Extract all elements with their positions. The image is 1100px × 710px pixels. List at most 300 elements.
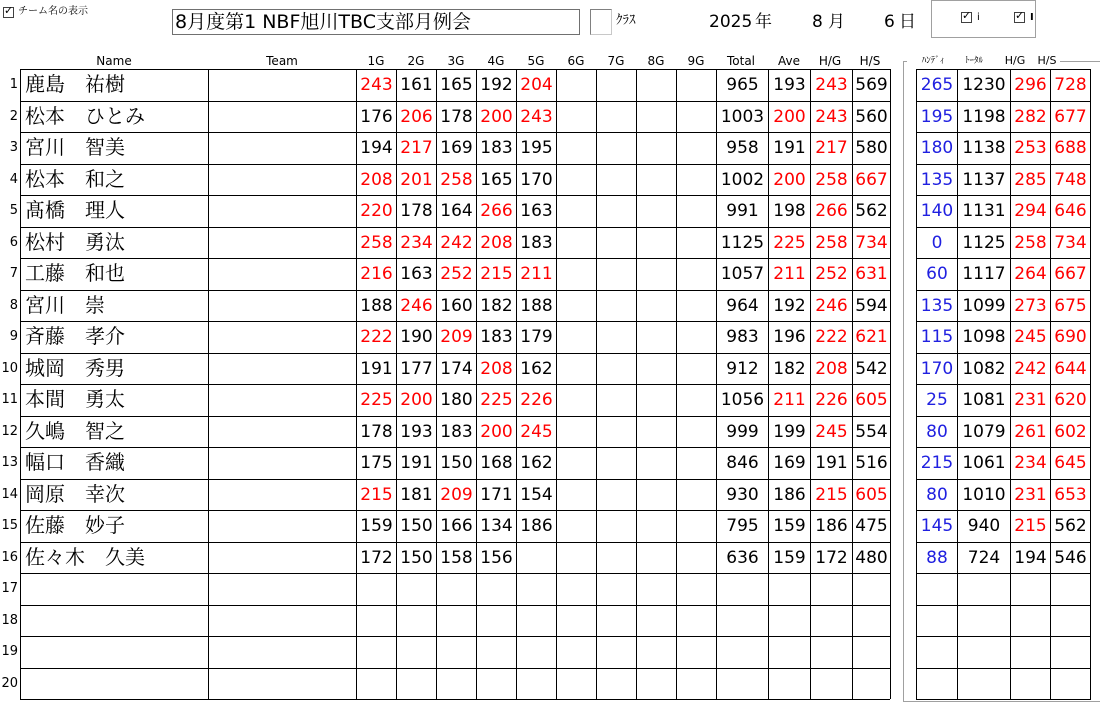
high-game-cell[interactable]: 215	[815, 485, 848, 505]
high-series-cell[interactable]: 631	[855, 264, 888, 284]
high-game-cell[interactable]: 245	[815, 422, 848, 442]
grand-total-cell[interactable]: 1125	[962, 233, 1006, 253]
grid-col-line	[636, 69, 637, 699]
high-game-cell[interactable]: 217	[815, 138, 848, 158]
average-cell[interactable]: 159	[773, 516, 806, 536]
grand-total-cell[interactable]: 1131	[962, 201, 1006, 221]
grand-total-cell[interactable]: 1137	[962, 170, 1006, 190]
event-title-field[interactable]: 8月度第1 NBF旭川TBC支部月例会	[172, 9, 580, 35]
handicap-high-game-cell[interactable]: 231	[1014, 390, 1047, 410]
row-number: 19	[1, 644, 18, 659]
player-name-cell[interactable]: 工藤 和也	[25, 261, 125, 285]
handicap-high-game-cell[interactable]: 285	[1014, 170, 1047, 190]
average-cell[interactable]: 211	[773, 264, 806, 284]
grid-row-line	[20, 605, 890, 606]
handicap-cell[interactable]: 80	[926, 422, 948, 442]
handicap-high-game-cell[interactable]: 194	[1014, 548, 1047, 568]
grid-row-line	[20, 542, 890, 543]
game-score-cell[interactable]: 225	[360, 390, 393, 410]
row-number: 20	[1, 676, 18, 691]
game-score-cell[interactable]: 183	[440, 422, 473, 442]
row-number: 13	[1, 455, 18, 470]
player-name-cell[interactable]: 宮川 崇	[25, 293, 105, 317]
grand-total-cell[interactable]: 940	[967, 516, 1001, 536]
grid-col-line	[916, 69, 917, 699]
player-name-cell[interactable]: 久嶋 智之	[25, 419, 125, 443]
game-score-cell[interactable]: 192	[480, 75, 513, 95]
handicap-high-game-cell[interactable]: 258	[1014, 233, 1047, 253]
game-score-cell[interactable]: 171	[480, 485, 513, 505]
row-number: 14	[1, 487, 18, 502]
game-score-cell[interactable]: 178	[440, 107, 473, 127]
game-score-cell[interactable]: 209	[440, 327, 473, 347]
game-score-cell[interactable]: 201	[400, 170, 433, 190]
game-score-cell[interactable]: 217	[400, 138, 433, 158]
game-score-cell[interactable]: 177	[400, 359, 433, 379]
game-score-cell[interactable]: 243	[520, 107, 553, 127]
game-score-cell[interactable]: 182	[480, 296, 513, 316]
game-score-cell[interactable]: 156	[480, 548, 513, 568]
player-name-cell[interactable]: 幅口 香織	[25, 450, 125, 474]
player-name-cell[interactable]: 松本 ひとみ	[25, 104, 145, 128]
game-score-cell[interactable]: 183	[520, 233, 553, 253]
high-series-cell[interactable]: 475	[855, 516, 888, 536]
grid-row-line	[20, 321, 890, 322]
grid-row-line	[916, 636, 1091, 637]
header-game-3: 3G	[447, 54, 465, 68]
header-game-4: 4G	[487, 54, 505, 68]
grid-col-line	[208, 69, 209, 699]
grid-row-line	[20, 636, 890, 637]
grid-row-line	[916, 605, 1091, 606]
option2-checkbox[interactable]	[1014, 9, 1025, 23]
player-name-cell[interactable]: 城岡 秀男	[25, 356, 125, 380]
grid-row-line	[20, 101, 890, 102]
show-team-checkbox[interactable]	[3, 4, 14, 18]
game-score-cell[interactable]: 183	[480, 138, 513, 158]
average-cell[interactable]: 169	[773, 453, 806, 473]
game-score-cell[interactable]: 188	[360, 296, 393, 316]
player-name-cell[interactable]: 佐々木 久美	[25, 545, 145, 569]
handicap-high-series-cell[interactable]: 562	[1054, 516, 1087, 536]
average-cell[interactable]: 211	[773, 390, 806, 410]
handicap-cell[interactable]: 25	[926, 390, 948, 410]
high-game-cell[interactable]: 191	[815, 453, 848, 473]
game-score-cell[interactable]: 208	[480, 359, 513, 379]
grid-row-line	[20, 384, 890, 385]
grand-total-cell[interactable]: 1230	[962, 75, 1006, 95]
handicap-high-series-cell[interactable]: 620	[1054, 390, 1087, 410]
handicap-cell[interactable]: 115	[920, 327, 954, 347]
game-score-cell[interactable]: 150	[400, 516, 433, 536]
grid-row-line	[20, 195, 890, 196]
game-score-cell[interactable]: 216	[360, 264, 393, 284]
header-handicap: ﾊﾝﾃﾞｨ	[921, 56, 945, 66]
game-score-cell[interactable]: 158	[440, 548, 473, 568]
high-game-cell[interactable]: 258	[815, 233, 848, 253]
month-unit: 月	[828, 12, 845, 32]
total-cell[interactable]: 1002	[720, 170, 765, 190]
grid-row-line	[916, 573, 1091, 574]
player-name-cell[interactable]: 岡原 幸次	[25, 482, 125, 506]
high-series-cell[interactable]: 594	[855, 296, 888, 316]
total-cell[interactable]: 1125	[720, 233, 765, 253]
game-score-cell[interactable]: 226	[520, 390, 553, 410]
game-score-cell[interactable]: 166	[440, 516, 473, 536]
header-ave: Ave	[778, 54, 800, 68]
handicap-cell[interactable]: 265	[920, 75, 954, 95]
game-score-cell[interactable]: 200	[480, 107, 513, 127]
total-cell[interactable]: 958	[726, 138, 759, 158]
game-score-cell[interactable]: 162	[520, 453, 553, 473]
game-score-cell[interactable]: 191	[400, 453, 433, 473]
total-cell[interactable]: 991	[726, 201, 759, 221]
handicap-cell[interactable]: 215	[920, 453, 954, 473]
game-score-cell[interactable]: 172	[360, 548, 393, 568]
high-series-cell[interactable]: 562	[855, 201, 888, 221]
average-cell[interactable]: 192	[773, 296, 806, 316]
handicap-high-series-cell[interactable]: 688	[1054, 138, 1087, 158]
header-total: Total	[726, 54, 756, 68]
row-number: 6	[9, 235, 18, 250]
game-score-cell[interactable]: 258	[360, 233, 393, 253]
game-score-cell[interactable]: 163	[520, 201, 553, 221]
game-score-cell[interactable]: 194	[360, 138, 393, 158]
game-score-cell[interactable]: 180	[440, 390, 473, 410]
grid-col-line	[676, 69, 677, 699]
grand-total-cell[interactable]: 1082	[962, 359, 1006, 379]
game-score-cell[interactable]: 206	[400, 107, 433, 127]
game-score-cell[interactable]: 200	[480, 422, 513, 442]
row-number: 12	[1, 424, 18, 439]
handicap-high-series-cell[interactable]: 677	[1054, 107, 1087, 127]
game-score-cell[interactable]: 266	[480, 201, 513, 221]
total-cell[interactable]: 965	[726, 75, 759, 95]
game-score-cell[interactable]: 208	[360, 170, 393, 190]
high-game-cell[interactable]: 243	[815, 107, 848, 127]
row-number: 2	[9, 109, 18, 124]
class-checkbox[interactable]	[590, 9, 612, 35]
handicap-cell[interactable]: 140	[920, 201, 954, 221]
grand-total-cell[interactable]: 1198	[962, 107, 1006, 127]
handicap-high-series-cell[interactable]: 644	[1054, 359, 1087, 379]
handicap-high-series-cell[interactable]: 728	[1054, 75, 1087, 95]
month-value[interactable]: 8	[812, 12, 823, 32]
handicap-high-series-cell[interactable]: 645	[1054, 453, 1087, 473]
handicap-cell[interactable]: 170	[920, 359, 954, 379]
average-cell[interactable]: 159	[773, 548, 806, 568]
grid-col-line	[957, 69, 958, 699]
high-game-cell[interactable]: 222	[815, 327, 848, 347]
game-score-cell[interactable]: 242	[440, 233, 473, 253]
handicap-high-game-cell[interactable]: 253	[1014, 138, 1047, 158]
header-game-1: 1G	[367, 54, 385, 68]
game-score-cell[interactable]: 154	[520, 485, 553, 505]
game-score-cell[interactable]: 225	[480, 390, 513, 410]
year-value[interactable]: 2025	[709, 12, 753, 32]
grid-col-line	[356, 69, 357, 699]
grand-total-cell[interactable]: 1138	[962, 138, 1006, 158]
handicap-high-game-cell[interactable]: 296	[1014, 75, 1047, 95]
high-series-cell[interactable]: 560	[855, 107, 888, 127]
option1-label: i	[977, 12, 980, 23]
header-hg2: H/G	[1004, 54, 1026, 67]
game-score-cell[interactable]: 215	[480, 264, 513, 284]
game-score-cell[interactable]: 246	[400, 296, 433, 316]
handicap-high-game-cell[interactable]: 294	[1014, 201, 1047, 221]
average-cell[interactable]: 186	[773, 485, 806, 505]
game-score-cell[interactable]: 169	[440, 138, 473, 158]
row-number: 9	[9, 329, 18, 344]
handicap-high-game-cell[interactable]: 264	[1014, 264, 1047, 284]
row-number: 18	[1, 613, 18, 628]
average-cell[interactable]: 182	[773, 359, 806, 379]
game-score-cell[interactable]: 190	[400, 327, 433, 347]
grid-col-line	[20, 69, 21, 699]
handicap-high-series-cell[interactable]: 734	[1054, 233, 1087, 253]
grand-total-cell[interactable]: 1061	[962, 453, 1006, 473]
game-score-cell[interactable]: 258	[440, 170, 473, 190]
checkmark-icon: ✓	[962, 9, 972, 22]
high-series-cell[interactable]: 542	[855, 359, 888, 379]
high-game-cell[interactable]: 258	[815, 170, 848, 190]
average-cell[interactable]: 196	[773, 327, 806, 347]
grid-row-line	[20, 132, 890, 133]
grid-row-line	[20, 258, 890, 259]
row-number: 1	[9, 77, 18, 92]
grid-row-line	[20, 668, 890, 669]
game-score-cell[interactable]: 165	[440, 75, 473, 95]
average-cell[interactable]: 200	[773, 107, 806, 127]
high-game-cell[interactable]: 172	[815, 548, 848, 568]
row-number: 7	[9, 266, 18, 281]
game-score-cell[interactable]: 174	[440, 359, 473, 379]
game-score-cell[interactable]: 165	[480, 170, 513, 190]
grand-total-cell[interactable]: 1117	[962, 264, 1006, 284]
game-score-cell[interactable]: 150	[440, 453, 473, 473]
handicap-high-series-cell[interactable]: 646	[1054, 201, 1087, 221]
game-score-cell[interactable]: 252	[440, 264, 473, 284]
header-game-2: 2G	[407, 54, 425, 68]
handicap-high-series-cell[interactable]: 546	[1054, 548, 1087, 568]
total-cell[interactable]: 1057	[720, 264, 765, 284]
high-series-cell[interactable]: 621	[855, 327, 888, 347]
game-score-cell[interactable]: 162	[520, 359, 553, 379]
handicap-cell[interactable]: 0	[931, 233, 943, 253]
game-score-cell[interactable]: 170	[520, 170, 553, 190]
handicap-cell[interactable]: 88	[926, 548, 948, 568]
game-score-cell[interactable]: 245	[520, 422, 553, 442]
grid-row-line	[916, 101, 1091, 102]
total-cell[interactable]: 846	[726, 453, 759, 473]
player-name-cell[interactable]: 髙橋 理人	[25, 198, 125, 222]
grid-row-line	[20, 510, 890, 511]
high-series-cell[interactable]: 516	[855, 453, 888, 473]
game-score-cell[interactable]: 150	[400, 548, 433, 568]
handicap-cell[interactable]: 60	[926, 264, 948, 284]
player-name-cell[interactable]: 斉藤 孝介	[25, 324, 125, 348]
game-score-cell[interactable]: 164	[440, 201, 473, 221]
high-series-cell[interactable]: 554	[855, 422, 888, 442]
high-series-cell[interactable]: 569	[855, 75, 888, 95]
player-name-cell[interactable]: 宮川 智美	[25, 135, 125, 159]
handicap-high-game-cell[interactable]: 282	[1014, 107, 1047, 127]
checkmark-icon: ✓	[4, 4, 14, 17]
game-score-cell[interactable]: 178	[360, 422, 393, 442]
total-cell[interactable]: 930	[726, 485, 759, 505]
total-cell[interactable]: 636	[726, 548, 759, 568]
high-series-cell[interactable]: 734	[855, 233, 888, 253]
game-score-cell[interactable]: 175	[360, 453, 393, 473]
row-number: 17	[1, 581, 18, 596]
handicap-high-game-cell[interactable]: 273	[1014, 296, 1047, 316]
handicap-high-game-cell[interactable]: 242	[1014, 359, 1047, 379]
day-value[interactable]: 6	[884, 12, 895, 32]
game-score-cell[interactable]: 215	[360, 485, 393, 505]
game-score-cell[interactable]: 160	[440, 296, 473, 316]
game-score-cell[interactable]: 209	[440, 485, 473, 505]
grid-col-line	[556, 69, 557, 699]
handicap-high-game-cell[interactable]: 245	[1014, 327, 1047, 347]
game-score-cell[interactable]: 243	[360, 75, 393, 95]
game-score-cell[interactable]: 168	[480, 453, 513, 473]
grid-col-line	[516, 69, 517, 699]
grid-row-line	[916, 699, 1091, 700]
header-game-7: 7G	[607, 54, 625, 68]
game-score-cell[interactable]: 159	[360, 516, 393, 536]
game-score-cell[interactable]: 181	[400, 485, 433, 505]
game-score-cell[interactable]: 222	[360, 327, 393, 347]
total-cell[interactable]: 1056	[720, 390, 765, 410]
game-score-cell[interactable]: 195	[520, 138, 553, 158]
grand-total-cell[interactable]: 1099	[962, 296, 1006, 316]
handicap-cell[interactable]: 180	[920, 138, 954, 158]
grand-total-cell[interactable]: 1081	[962, 390, 1006, 410]
average-cell[interactable]: 191	[773, 138, 806, 158]
handicap-high-game-cell[interactable]: 261	[1014, 422, 1047, 442]
game-score-cell[interactable]: 188	[520, 296, 553, 316]
handicap-high-series-cell[interactable]: 602	[1054, 422, 1087, 442]
handicap-high-series-cell[interactable]: 667	[1054, 264, 1087, 284]
game-score-cell[interactable]: 176	[360, 107, 393, 127]
average-cell[interactable]: 199	[773, 422, 806, 442]
grand-total-cell[interactable]: 1098	[962, 327, 1006, 347]
grid-col-line	[810, 69, 811, 699]
grid-row-line	[20, 416, 890, 417]
game-score-cell[interactable]: 200	[400, 390, 433, 410]
player-name-cell[interactable]: 鹿島 祐樹	[25, 72, 125, 96]
game-score-cell[interactable]: 204	[520, 75, 553, 95]
header-game-8: 8G	[647, 54, 665, 68]
grand-total-cell[interactable]: 1010	[962, 485, 1006, 505]
game-score-cell[interactable]: 193	[400, 422, 433, 442]
grid-row-line	[916, 542, 1091, 543]
grand-total-cell[interactable]: 1079	[962, 422, 1006, 442]
game-score-cell[interactable]: 134	[480, 516, 513, 536]
total-cell[interactable]: 795	[726, 516, 759, 536]
handicap-high-game-cell[interactable]: 215	[1014, 516, 1047, 536]
high-game-cell[interactable]: 252	[815, 264, 848, 284]
year-unit: 年	[755, 12, 772, 32]
high-series-cell[interactable]: 605	[855, 485, 888, 505]
average-cell[interactable]: 193	[773, 75, 806, 95]
game-score-cell[interactable]: 179	[520, 327, 553, 347]
game-score-cell[interactable]: 183	[480, 327, 513, 347]
grid-row-line	[916, 416, 1091, 417]
game-score-cell[interactable]: 191	[360, 359, 393, 379]
total-cell[interactable]: 964	[726, 296, 759, 316]
game-score-cell[interactable]: 161	[400, 75, 433, 95]
high-game-cell[interactable]: 208	[815, 359, 848, 379]
grid-row-line	[916, 258, 1091, 259]
handicap-cell[interactable]: 195	[920, 107, 954, 127]
total-cell[interactable]: 1003	[720, 107, 765, 127]
grid-col-line	[890, 69, 891, 699]
row-number: 4	[9, 172, 18, 187]
average-cell[interactable]: 198	[773, 201, 806, 221]
average-cell[interactable]: 225	[773, 233, 806, 253]
game-score-cell[interactable]: 163	[400, 264, 433, 284]
option2-label: I	[1030, 12, 1034, 23]
header-hs: H/S	[859, 54, 881, 68]
handicap-high-game-cell[interactable]: 231	[1014, 485, 1047, 505]
game-score-cell[interactable]: 178	[400, 201, 433, 221]
total-cell[interactable]: 999	[726, 422, 759, 442]
high-series-cell[interactable]: 605	[855, 390, 888, 410]
handicap-cell[interactable]: 145	[920, 516, 954, 536]
option1-checkbox[interactable]	[961, 9, 972, 23]
grid-row-line	[916, 227, 1091, 228]
high-game-cell[interactable]: 246	[815, 296, 848, 316]
grid-row-line	[916, 447, 1091, 448]
grid-row-line	[916, 321, 1091, 322]
game-score-cell[interactable]: 220	[360, 201, 393, 221]
high-game-cell[interactable]: 186	[815, 516, 848, 536]
game-score-cell[interactable]: 211	[520, 264, 553, 284]
total-cell[interactable]: 912	[726, 359, 759, 379]
grid-row-line	[916, 290, 1091, 291]
handicap-high-series-cell[interactable]: 675	[1054, 296, 1087, 316]
average-cell[interactable]: 200	[773, 170, 806, 190]
high-game-cell[interactable]: 266	[815, 201, 848, 221]
total-cell[interactable]: 983	[726, 327, 759, 347]
row-number: 15	[1, 518, 18, 533]
high-series-cell[interactable]: 580	[855, 138, 888, 158]
high-series-cell[interactable]: 667	[855, 170, 888, 190]
player-name-cell[interactable]: 松村 勇汰	[25, 230, 125, 254]
high-game-cell[interactable]: 243	[815, 75, 848, 95]
game-score-cell[interactable]: 234	[400, 233, 433, 253]
handicap-cell[interactable]: 135	[920, 170, 954, 190]
high-game-cell[interactable]: 226	[815, 390, 848, 410]
handicap-cell[interactable]: 135	[920, 296, 954, 316]
player-name-cell[interactable]: 佐藤 妙子	[25, 513, 125, 537]
high-series-cell[interactable]: 480	[855, 548, 888, 568]
grand-total-cell[interactable]: 724	[967, 548, 1001, 568]
player-name-cell[interactable]: 本間 勇太	[25, 387, 125, 411]
handicap-high-series-cell[interactable]: 690	[1054, 327, 1087, 347]
handicap-high-series-cell[interactable]: 748	[1054, 170, 1087, 190]
grid-col-line	[396, 69, 397, 699]
grid-col-line	[852, 69, 853, 699]
handicap-cell[interactable]: 80	[926, 485, 948, 505]
handicap-high-series-cell[interactable]: 653	[1054, 485, 1087, 505]
game-score-cell[interactable]: 208	[480, 233, 513, 253]
handicap-high-game-cell[interactable]: 234	[1014, 453, 1047, 473]
game-score-cell[interactable]: 186	[520, 516, 553, 536]
player-name-cell[interactable]: 松本 和之	[25, 167, 125, 191]
grid-col-line	[768, 69, 769, 699]
